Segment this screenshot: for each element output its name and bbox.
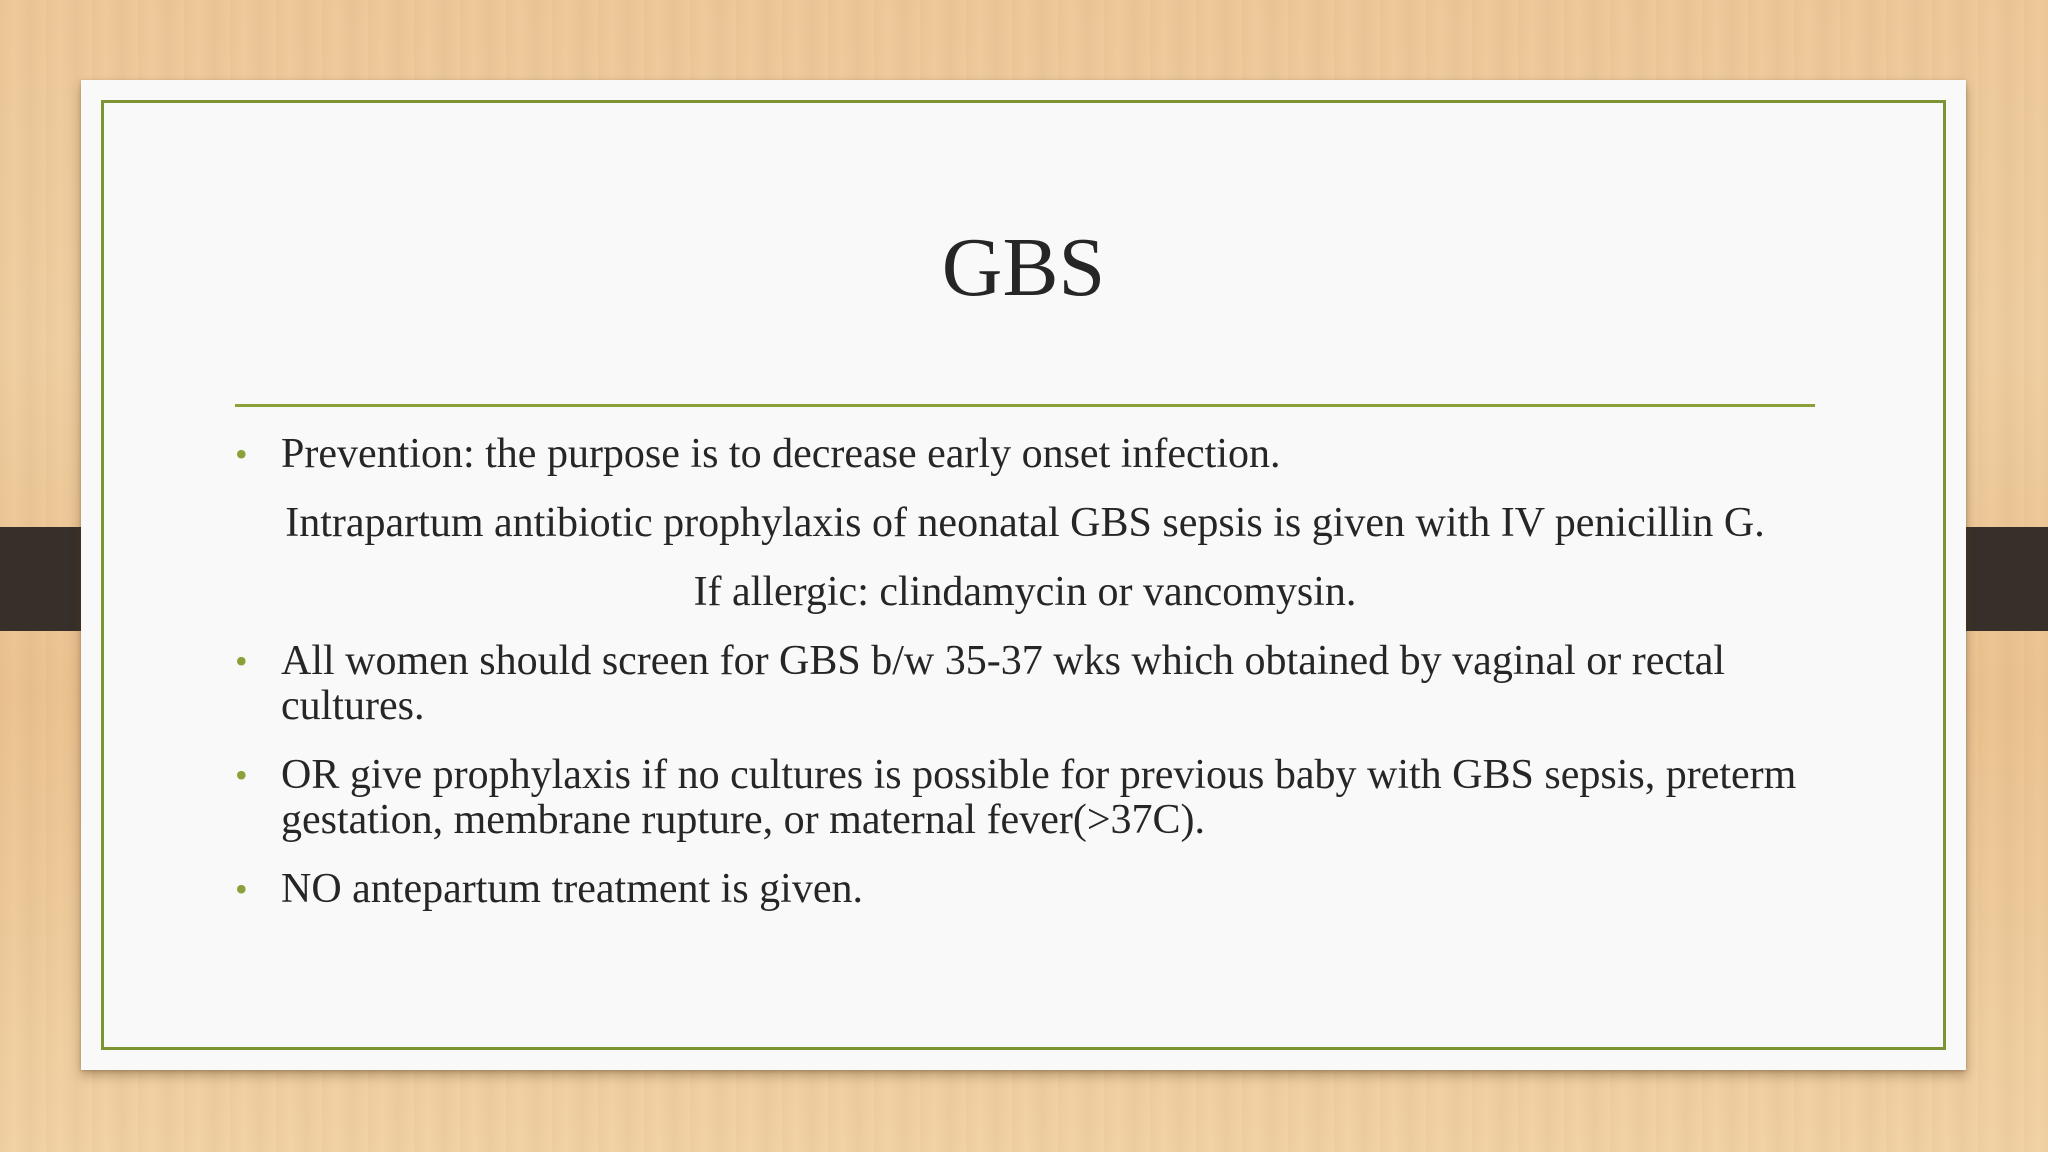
bullet-item bbox=[235, 639, 1815, 729]
bullet-icon: • bbox=[235, 641, 248, 681]
bullet-icon: • bbox=[235, 869, 248, 909]
slide-body bbox=[235, 432, 1815, 936]
slide-card bbox=[81, 80, 1966, 1070]
bullet-icon: • bbox=[235, 434, 248, 474]
bullet-item bbox=[235, 432, 1815, 477]
bullet-text: NO antepartum treatment is given. bbox=[281, 866, 863, 912]
sub-line: Intrapartum antibiotic prophylaxis of neonatal GBS sepsis is given with IV penicillin G. bbox=[285, 500, 1765, 546]
bullet-text: OR give prophylaxis if no cultures is possible for previous baby with GBS sepsis, preterm gestation, membrane rupture, or maternal fever(>37C). bbox=[281, 752, 1797, 843]
bullet-text: Prevention: the purpose is to decrease early onset infection. bbox=[281, 431, 1281, 477]
bullet-item bbox=[235, 867, 1815, 912]
slide-title: GBS bbox=[941, 221, 1106, 314]
sub-line: If allergic: clindamycin or vancomysin. bbox=[693, 569, 1357, 615]
bullet-icon: • bbox=[235, 755, 248, 795]
title-divider bbox=[235, 404, 1815, 407]
bullet-text: All women should screen for GBS b/w 35-37 wks which obtained by vaginal or rectal cultures. bbox=[281, 638, 1726, 729]
bullet-item bbox=[235, 753, 1815, 843]
